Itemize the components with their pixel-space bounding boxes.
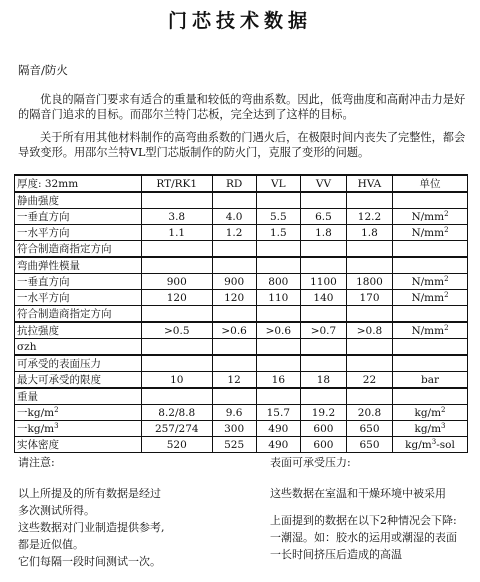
row-label: 可承受的表面压力 — [15, 355, 142, 372]
unit-cell: $kg/m^3$-sol — [393, 437, 468, 453]
table-cell: 1100 — [300, 274, 346, 290]
header-cell-thickness: 厚度: 32mm — [15, 175, 142, 192]
table-cell: 140 — [300, 290, 346, 306]
table-row — [15, 225, 468, 241]
table-cell: 10 — [142, 372, 213, 389]
unit-cell: $N/mm^2$ — [393, 290, 468, 306]
table-row — [15, 388, 468, 405]
table-cell: 650 — [346, 421, 392, 437]
header-cell-unit: 单位 — [393, 175, 468, 192]
table-cell: >0.6 — [212, 322, 256, 339]
table-cell: 900 — [142, 274, 213, 290]
table-cell: 490 — [256, 437, 300, 453]
row-label: 符合制造商指定方向 — [15, 241, 142, 258]
table-cell: 170 — [346, 290, 392, 306]
table-cell: 1.8 — [346, 225, 392, 241]
row-label: 最大可承受的限度 — [15, 372, 142, 389]
header-cell-rd: RD — [212, 175, 256, 192]
table-row — [15, 209, 468, 225]
table-cell: 800 — [256, 274, 300, 290]
table-header-row — [15, 175, 468, 192]
page-title: 门芯技术数据 — [167, 10, 312, 32]
row-label: 符合制造商指定方向 — [15, 306, 142, 323]
row-label: 一水平方向 — [15, 290, 142, 306]
table-cell: 20.8 — [346, 405, 392, 421]
spec-table — [14, 174, 468, 453]
row-label: 一$kg/m^2$ — [15, 405, 142, 421]
table-row — [15, 405, 468, 421]
paragraph-sound-insulation: 优良的隔音门要求有适合的重量和较低的弯曲系数。因此，低弯曲度和高耐冲击力是好的隔音门追求的目标。而邵尔兰特门芯板，完全达到了这样的目标。 — [18, 93, 466, 121]
header-cell-vl: VL — [256, 175, 300, 192]
row-label: 一$kg/m^3$ — [15, 421, 142, 437]
table-cell: 1.8 — [300, 225, 346, 241]
table-row — [15, 241, 468, 258]
table-row — [15, 257, 468, 274]
notes-right-heading: 表面可承受压力: — [270, 456, 351, 469]
notes-right — [270, 454, 476, 563]
unit-cell: $N/mm^2$ — [393, 322, 468, 339]
table-cell: 120 — [142, 290, 213, 306]
table-cell: 900 — [212, 274, 256, 290]
table-cell: 525 — [212, 437, 256, 453]
unit-cell: $N/mm^2$ — [393, 274, 468, 290]
table-cell: 22 — [346, 372, 392, 389]
notes-left — [18, 454, 228, 570]
table-cell: 650 — [346, 437, 392, 453]
table-cell: 300 — [212, 421, 256, 437]
table-row — [15, 322, 468, 339]
table-cell: 12.2 — [346, 209, 392, 225]
table-cell: 4.0 — [212, 209, 256, 225]
table-cell: 15.7 — [256, 405, 300, 421]
table-row — [15, 306, 468, 323]
header-cell-vv: VV — [300, 175, 346, 192]
table-cell: 5.5 — [256, 209, 300, 225]
table-cell: 520 — [142, 437, 213, 453]
table-cell: 19.2 — [300, 405, 346, 421]
table-row — [15, 421, 468, 437]
table-row — [15, 290, 468, 306]
row-label: 一水平方向 — [15, 225, 142, 241]
table-cell: 12 — [212, 372, 256, 389]
row-label: 静曲强度 — [15, 192, 142, 209]
row-label: 一垂直方向 — [15, 209, 142, 225]
unit-cell: bar — [393, 372, 468, 389]
table-cell: >0.5 — [142, 322, 213, 339]
row-label: 一垂直方向 — [15, 274, 142, 290]
notes-left-line: 都是近似值。 — [18, 538, 84, 551]
table-row — [15, 192, 468, 209]
row-label: 抗拉强度 — [15, 322, 142, 339]
header-cell-hva: HVA — [346, 175, 392, 192]
unit-cell: $N/mm^2$ — [393, 225, 468, 241]
table-cell: 18 — [300, 372, 346, 389]
table-cell: 1.2 — [212, 225, 256, 241]
table-cell: 16 — [256, 372, 300, 389]
table-cell: 1.5 — [256, 225, 300, 241]
notes-right-line: 这些数据在室温和干燥环境中被采用 — [270, 487, 446, 500]
table-cell: >0.6 — [256, 322, 300, 339]
notes-left-line: 这些数据对门业制造提供参考, — [18, 521, 165, 534]
table-cell: >0.7 — [300, 322, 346, 339]
unit-cell: $kg/m^2$ — [393, 405, 468, 421]
unit-cell: $kg/m^3$ — [393, 421, 468, 437]
table-cell: 257/274 — [142, 421, 213, 437]
row-label: 弯曲弹性模量 — [15, 257, 142, 274]
notes-left-heading: 请注意: — [18, 456, 55, 469]
table-cell: 1.1 — [142, 225, 213, 241]
notes-right-line: 上面提到的数据在以下2种情况会下降: — [270, 514, 457, 527]
table-cell: 600 — [300, 437, 346, 453]
table-row — [15, 437, 468, 453]
table-cell: >0.8 — [346, 322, 392, 339]
paragraph-fire-resistance: 关于所有用其他材料制作的高弯曲系数的门遇火后，在极限时间内丧失了完整性，都会导致变形。用邵尔兰特VL型门芯版制作的防火门，克服了变形的问题。 — [18, 131, 466, 159]
table-cell: 120 — [212, 290, 256, 306]
table-cell: 110 — [256, 290, 300, 306]
table-row — [15, 274, 468, 290]
table-cell: 3.8 — [142, 209, 213, 225]
notes-right-line: 一长时间挤压后造成的高温 — [270, 548, 402, 561]
row-label: σzh — [15, 339, 142, 356]
header-cell-rt: RT/RK1 — [142, 175, 213, 192]
table-row — [15, 372, 468, 389]
notes-left-line: 多次测试所得。 — [18, 504, 95, 517]
table-cell: 490 — [256, 421, 300, 437]
section-heading: 隔音/防火 — [18, 63, 68, 77]
row-label: 实体密度 — [15, 437, 142, 453]
table-row — [15, 339, 468, 356]
table-cell: 600 — [300, 421, 346, 437]
table-cell: 6.5 — [300, 209, 346, 225]
table-cell: 8.2/8.8 — [142, 405, 213, 421]
table-row — [15, 355, 468, 372]
table-cell: 9.6 — [212, 405, 256, 421]
table-cell: 1800 — [346, 274, 392, 290]
unit-cell: $N/mm^2$ — [393, 209, 468, 225]
notes-left-line: 它们每隔一段时间测试一次。 — [18, 555, 161, 568]
row-label: 重量 — [15, 388, 142, 405]
notes-right-line: 一潮湿。如：胶水的运用或潮湿的表面 — [270, 531, 457, 544]
notes-left-line: 以上所提及的所有数据是经过 — [18, 487, 161, 500]
